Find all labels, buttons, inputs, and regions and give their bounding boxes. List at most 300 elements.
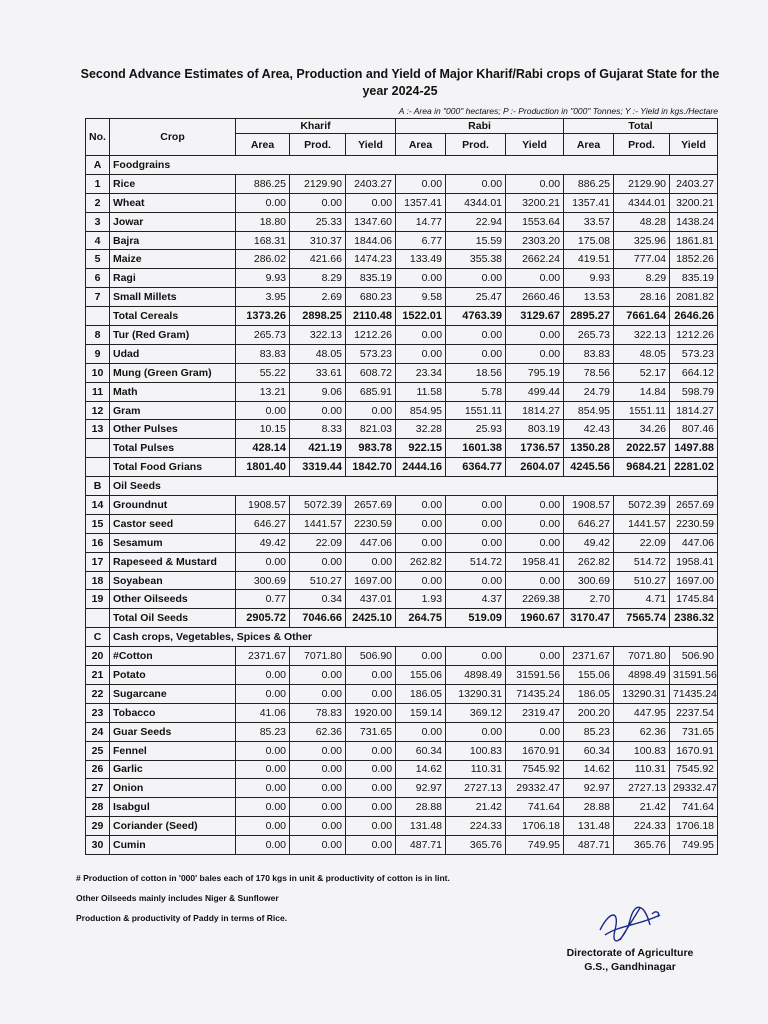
crop-name: Sugarcane (110, 684, 236, 703)
cell-rabi-yield: 2269.38 (506, 590, 564, 609)
cell-kharif-area: 2905.72 (236, 609, 290, 628)
cell-total-prod: 21.42 (614, 798, 670, 817)
table-row (86, 288, 718, 307)
cell-kharif-prod: 0.00 (290, 552, 346, 571)
table-row (86, 779, 718, 798)
col-header-crop: Crop (110, 119, 236, 156)
cell-rabi-yield: 2319.47 (506, 703, 564, 722)
cell-kharif-prod: 5072.39 (290, 496, 346, 515)
crop-estimates-table (85, 118, 718, 855)
total-row (86, 307, 718, 326)
cell-rabi-area: 0.00 (396, 571, 446, 590)
table-row (86, 326, 718, 345)
cell-rabi-prod: 514.72 (446, 552, 506, 571)
cell-kharif-yield: 1212.26 (346, 326, 396, 345)
crop-name: Tobacco (110, 703, 236, 722)
crop-name: Ragi (110, 269, 236, 288)
cell-kharif-prod: 7046.66 (290, 609, 346, 628)
cell-total-area: 28.88 (564, 798, 614, 817)
cell-total-prod: 13290.31 (614, 684, 670, 703)
cell-kharif-yield: 2403.27 (346, 174, 396, 193)
cell-total-prod: 7565.74 (614, 609, 670, 628)
table-row (86, 231, 718, 250)
cell-total-yield: 2403.27 (670, 174, 718, 193)
cell-rabi-yield: 2303.20 (506, 231, 564, 250)
cell-total-yield: 2081.82 (670, 288, 718, 307)
row-number: 3 (86, 212, 110, 231)
row-number: 28 (86, 798, 110, 817)
cell-rabi-area: 131.48 (396, 817, 446, 836)
cell-kharif-prod: 2898.25 (290, 307, 346, 326)
row-number (86, 439, 110, 458)
cell-rabi-prod: 25.93 (446, 420, 506, 439)
cell-rabi-prod: 4344.01 (446, 193, 506, 212)
cell-total-prod: 510.27 (614, 571, 670, 590)
cell-rabi-prod: 2727.13 (446, 779, 506, 798)
cell-total-yield: 1706.18 (670, 817, 718, 836)
row-number: 1 (86, 174, 110, 193)
cell-kharif-yield: 0.00 (346, 836, 396, 855)
cell-kharif-yield: 983.78 (346, 439, 396, 458)
cell-rabi-prod: 0.00 (446, 174, 506, 193)
row-number: 6 (86, 269, 110, 288)
cell-total-area: 1357.41 (564, 193, 614, 212)
cell-rabi-yield: 1670.91 (506, 741, 564, 760)
crop-name: Bajra (110, 231, 236, 250)
cell-rabi-yield: 2604.07 (506, 458, 564, 477)
table-row (86, 250, 718, 269)
cell-kharif-area: 9.93 (236, 269, 290, 288)
cell-kharif-prod: 0.00 (290, 760, 346, 779)
cell-rabi-area: 23.34 (396, 363, 446, 382)
cell-kharif-area: 85.23 (236, 722, 290, 741)
table-row (86, 552, 718, 571)
cell-rabi-yield: 1736.57 (506, 439, 564, 458)
cell-total-yield: 1438.24 (670, 212, 718, 231)
col-header-rabi: Rabi (396, 119, 564, 134)
cell-total-yield: 1497.88 (670, 439, 718, 458)
document-title: Second Advance Estimates of Area, Production and Yield of Major Kharif/Rabi crops of Gujarat State for the year 2024-25 (80, 67, 720, 98)
cell-kharif-area: 646.27 (236, 514, 290, 533)
table-row (86, 496, 718, 515)
table-row (86, 533, 718, 552)
row-number: C (86, 628, 110, 647)
cell-rabi-area: 2444.16 (396, 458, 446, 477)
cell-rabi-yield: 803.19 (506, 420, 564, 439)
cell-kharif-area: 265.73 (236, 326, 290, 345)
cell-rabi-prod: 0.00 (446, 533, 506, 552)
cell-kharif-area: 2371.67 (236, 647, 290, 666)
row-number: 14 (86, 496, 110, 515)
row-number: 19 (86, 590, 110, 609)
row-number (86, 458, 110, 477)
table-row (86, 741, 718, 760)
col-header-rabi-area: Area (396, 134, 446, 156)
cell-rabi-yield: 1553.64 (506, 212, 564, 231)
cell-total-prod: 62.36 (614, 722, 670, 741)
cell-total-prod: 14.84 (614, 382, 670, 401)
signature-mark (590, 900, 670, 950)
cell-kharif-area: 168.31 (236, 231, 290, 250)
table-row (86, 798, 718, 817)
cell-rabi-area: 92.97 (396, 779, 446, 798)
cell-total-area: 9.93 (564, 269, 614, 288)
cell-kharif-yield: 447.06 (346, 533, 396, 552)
total-row (86, 609, 718, 628)
table-row (86, 382, 718, 401)
crop-name: Onion (110, 779, 236, 798)
cell-total-area: 1350.28 (564, 439, 614, 458)
header-row-seasons (86, 119, 718, 134)
cell-rabi-yield: 3200.21 (506, 193, 564, 212)
cell-total-area: 24.79 (564, 382, 614, 401)
table-row (86, 420, 718, 439)
table-body (86, 156, 718, 855)
cell-total-prod: 224.33 (614, 817, 670, 836)
cell-rabi-area: 0.00 (396, 514, 446, 533)
cell-kharif-area: 286.02 (236, 250, 290, 269)
crop-name: Coriander (Seed) (110, 817, 236, 836)
cell-total-area: 2.70 (564, 590, 614, 609)
cell-kharif-area: 0.00 (236, 817, 290, 836)
cell-rabi-yield: 0.00 (506, 326, 564, 345)
crop-name: Cumin (110, 836, 236, 855)
cell-rabi-prod: 1601.38 (446, 439, 506, 458)
cell-rabi-yield: 3129.67 (506, 307, 564, 326)
table-row (86, 401, 718, 420)
cell-rabi-yield: 795.19 (506, 363, 564, 382)
row-number: 10 (86, 363, 110, 382)
issuing-office (560, 946, 700, 974)
cell-kharif-area: 41.06 (236, 703, 290, 722)
cell-total-area: 265.73 (564, 326, 614, 345)
cell-total-yield: 2230.59 (670, 514, 718, 533)
cell-rabi-yield: 71435.24 (506, 684, 564, 703)
cell-kharif-prod: 2.69 (290, 288, 346, 307)
cell-rabi-prod: 0.00 (446, 514, 506, 533)
cell-rabi-prod: 0.00 (446, 571, 506, 590)
cell-rabi-yield: 749.95 (506, 836, 564, 855)
cell-total-area: 78.56 (564, 363, 614, 382)
crop-name: Total Pulses (110, 439, 236, 458)
crop-name: Guar Seeds (110, 722, 236, 741)
cell-total-yield: 741.64 (670, 798, 718, 817)
cell-total-prod: 7661.64 (614, 307, 670, 326)
cell-rabi-area: 6.77 (396, 231, 446, 250)
cell-total-yield: 447.06 (670, 533, 718, 552)
cell-rabi-area: 155.06 (396, 666, 446, 685)
cell-total-prod: 22.09 (614, 533, 670, 552)
cell-total-prod: 2129.90 (614, 174, 670, 193)
row-number: 30 (86, 836, 110, 855)
cell-rabi-area: 922.15 (396, 439, 446, 458)
cell-kharif-area: 0.00 (236, 741, 290, 760)
cell-kharif-prod: 8.33 (290, 420, 346, 439)
section-row (86, 477, 718, 496)
crop-name: Mung (Green Gram) (110, 363, 236, 382)
cell-kharif-prod: 0.00 (290, 684, 346, 703)
cell-rabi-area: 0.00 (396, 326, 446, 345)
cell-total-area: 83.83 (564, 344, 614, 363)
cell-kharif-yield: 506.90 (346, 647, 396, 666)
cell-total-prod: 325.96 (614, 231, 670, 250)
col-header-total-area: Area (564, 134, 614, 156)
table-row (86, 817, 718, 836)
cell-kharif-yield: 0.00 (346, 401, 396, 420)
cell-kharif-area: 49.42 (236, 533, 290, 552)
cell-rabi-area: 159.14 (396, 703, 446, 722)
cell-rabi-area: 262.82 (396, 552, 446, 571)
cell-rabi-prod: 13290.31 (446, 684, 506, 703)
row-number: 21 (86, 666, 110, 685)
cell-rabi-yield: 1706.18 (506, 817, 564, 836)
cell-rabi-yield: 1960.67 (506, 609, 564, 628)
cell-kharif-area: 0.00 (236, 779, 290, 798)
row-number: 11 (86, 382, 110, 401)
cell-total-yield: 2281.02 (670, 458, 718, 477)
cell-total-area: 131.48 (564, 817, 614, 836)
cell-total-yield: 506.90 (670, 647, 718, 666)
cell-kharif-yield: 608.72 (346, 363, 396, 382)
cell-rabi-prod: 100.83 (446, 741, 506, 760)
cell-kharif-prod: 33.61 (290, 363, 346, 382)
cell-rabi-prod: 1551.11 (446, 401, 506, 420)
crop-name: Rice (110, 174, 236, 193)
row-number: 16 (86, 533, 110, 552)
cell-rabi-prod: 21.42 (446, 798, 506, 817)
cell-total-prod: 2727.13 (614, 779, 670, 798)
cell-total-area: 886.25 (564, 174, 614, 193)
cell-rabi-area: 1.93 (396, 590, 446, 609)
cell-total-prod: 1441.57 (614, 514, 670, 533)
cell-total-prod: 514.72 (614, 552, 670, 571)
table-row (86, 666, 718, 685)
row-number: 9 (86, 344, 110, 363)
cell-total-yield: 1814.27 (670, 401, 718, 420)
table-row (86, 344, 718, 363)
cell-kharif-prod: 1441.57 (290, 514, 346, 533)
cell-total-yield: 1212.26 (670, 326, 718, 345)
cell-kharif-yield: 1920.00 (346, 703, 396, 722)
cell-rabi-area: 1357.41 (396, 193, 446, 212)
cell-kharif-prod: 421.19 (290, 439, 346, 458)
cell-kharif-yield: 2230.59 (346, 514, 396, 533)
table-row (86, 836, 718, 855)
cell-kharif-area: 3.95 (236, 288, 290, 307)
cell-rabi-area: 1522.01 (396, 307, 446, 326)
cell-kharif-area: 0.00 (236, 836, 290, 855)
cell-rabi-yield: 2660.46 (506, 288, 564, 307)
cell-total-yield: 3200.21 (670, 193, 718, 212)
crop-name: Gram (110, 401, 236, 420)
cell-rabi-yield: 29332.47 (506, 779, 564, 798)
cell-rabi-yield: 0.00 (506, 571, 564, 590)
cell-rabi-yield: 741.64 (506, 798, 564, 817)
cell-kharif-yield: 573.23 (346, 344, 396, 363)
cell-kharif-prod: 421.66 (290, 250, 346, 269)
cell-kharif-area: 18.80 (236, 212, 290, 231)
table-row (86, 722, 718, 741)
cell-rabi-prod: 4763.39 (446, 307, 506, 326)
section-label: Foodgrains (110, 156, 718, 175)
cell-rabi-yield: 1958.41 (506, 552, 564, 571)
cell-kharif-area: 55.22 (236, 363, 290, 382)
cell-total-area: 3170.47 (564, 609, 614, 628)
cell-kharif-prod: 510.27 (290, 571, 346, 590)
cell-kharif-prod: 322.13 (290, 326, 346, 345)
crop-name: Math (110, 382, 236, 401)
row-number: A (86, 156, 110, 175)
crop-name: Sesamum (110, 533, 236, 552)
row-number: 13 (86, 420, 110, 439)
cell-rabi-area: 0.00 (396, 174, 446, 193)
cell-kharif-yield: 2110.48 (346, 307, 396, 326)
cell-rabi-prod: 365.76 (446, 836, 506, 855)
cell-total-area: 419.51 (564, 250, 614, 269)
crop-name: Other Oilseeds (110, 590, 236, 609)
footnote-paddy: Production & productivity of Paddy in terms of Rice. (76, 913, 288, 923)
cell-total-yield: 598.79 (670, 382, 718, 401)
cell-total-yield: 7545.92 (670, 760, 718, 779)
cell-kharif-area: 0.00 (236, 666, 290, 685)
col-header-total: Total (564, 119, 718, 134)
cell-total-yield: 664.12 (670, 363, 718, 382)
cell-kharif-prod: 25.33 (290, 212, 346, 231)
row-number: 18 (86, 571, 110, 590)
row-number: 4 (86, 231, 110, 250)
row-number: 7 (86, 288, 110, 307)
crop-name: Garlic (110, 760, 236, 779)
row-number: 12 (86, 401, 110, 420)
cell-rabi-yield: 499.44 (506, 382, 564, 401)
office-location: G.S., Gandhinagar (584, 961, 676, 973)
cell-kharif-prod: 0.00 (290, 836, 346, 855)
cell-total-area: 60.34 (564, 741, 614, 760)
cell-kharif-yield: 437.01 (346, 590, 396, 609)
crop-name: Jowar (110, 212, 236, 231)
cell-rabi-prod: 0.00 (446, 647, 506, 666)
cell-kharif-area: 0.00 (236, 552, 290, 571)
total-row (86, 439, 718, 458)
crop-name: Isabgul (110, 798, 236, 817)
col-header-kharif: Kharif (236, 119, 396, 134)
table-row (86, 590, 718, 609)
cell-kharif-yield: 685.91 (346, 382, 396, 401)
cell-kharif-yield: 0.00 (346, 817, 396, 836)
cell-kharif-yield: 1844.06 (346, 231, 396, 250)
cell-kharif-area: 1373.26 (236, 307, 290, 326)
cell-total-area: 200.20 (564, 703, 614, 722)
cell-total-prod: 4898.49 (614, 666, 670, 685)
cell-kharif-area: 0.00 (236, 193, 290, 212)
crop-name: Tur (Red Gram) (110, 326, 236, 345)
crop-name: Soyabean (110, 571, 236, 590)
cell-total-yield: 2646.26 (670, 307, 718, 326)
crop-name: Udad (110, 344, 236, 363)
table-row (86, 760, 718, 779)
cell-total-yield: 1697.00 (670, 571, 718, 590)
cell-rabi-yield: 31591.56 (506, 666, 564, 685)
col-header-total-prod: Prod. (614, 134, 670, 156)
cell-total-prod: 34.26 (614, 420, 670, 439)
row-number: 20 (86, 647, 110, 666)
cell-rabi-area: 487.71 (396, 836, 446, 855)
cell-total-area: 854.95 (564, 401, 614, 420)
cell-kharif-prod: 0.00 (290, 741, 346, 760)
cell-total-area: 186.05 (564, 684, 614, 703)
cell-kharif-area: 0.00 (236, 684, 290, 703)
cell-kharif-yield: 835.19 (346, 269, 396, 288)
cell-rabi-prod: 519.09 (446, 609, 506, 628)
cell-rabi-area: 11.58 (396, 382, 446, 401)
cell-rabi-area: 0.00 (396, 344, 446, 363)
cell-kharif-yield: 0.00 (346, 666, 396, 685)
cell-total-prod: 4.71 (614, 590, 670, 609)
cell-rabi-prod: 6364.77 (446, 458, 506, 477)
col-header-rabi-prod: Prod. (446, 134, 506, 156)
cell-kharif-prod: 62.36 (290, 722, 346, 741)
table-row (86, 212, 718, 231)
cell-total-yield: 2237.54 (670, 703, 718, 722)
cell-kharif-area: 83.83 (236, 344, 290, 363)
row-number: B (86, 477, 110, 496)
cell-kharif-yield: 1697.00 (346, 571, 396, 590)
cell-rabi-prod: 18.56 (446, 363, 506, 382)
col-header-total-yield: Yield (670, 134, 718, 156)
row-number: 17 (86, 552, 110, 571)
cell-kharif-yield: 1842.70 (346, 458, 396, 477)
cell-total-area: 42.43 (564, 420, 614, 439)
cell-rabi-yield: 0.00 (506, 722, 564, 741)
cell-kharif-yield: 2425.10 (346, 609, 396, 628)
cell-total-prod: 100.83 (614, 741, 670, 760)
cell-rabi-area: 14.77 (396, 212, 446, 231)
cell-rabi-yield: 0.00 (506, 514, 564, 533)
cell-kharif-prod: 0.34 (290, 590, 346, 609)
section-row (86, 628, 718, 647)
crop-name: Groundnut (110, 496, 236, 515)
cell-kharif-prod: 0.00 (290, 193, 346, 212)
crop-name: Potato (110, 666, 236, 685)
cell-total-prod: 9684.21 (614, 458, 670, 477)
row-number: 27 (86, 779, 110, 798)
cell-kharif-prod: 9.06 (290, 382, 346, 401)
cell-total-area: 14.62 (564, 760, 614, 779)
section-label: Cash crops, Vegetables, Spices & Other (110, 628, 718, 647)
footnote-oilseeds: Other Oilseeds mainly includes Niger & Sunflower (76, 893, 279, 903)
cell-kharif-prod: 78.83 (290, 703, 346, 722)
cell-total-area: 33.57 (564, 212, 614, 231)
crop-name: Total Food Grians (110, 458, 236, 477)
cell-kharif-area: 0.00 (236, 798, 290, 817)
cell-kharif-prod: 48.05 (290, 344, 346, 363)
cell-total-area: 487.71 (564, 836, 614, 855)
cell-rabi-prod: 0.00 (446, 344, 506, 363)
cell-rabi-prod: 15.59 (446, 231, 506, 250)
cell-rabi-area: 133.49 (396, 250, 446, 269)
cell-kharif-prod: 8.29 (290, 269, 346, 288)
cell-total-prod: 5072.39 (614, 496, 670, 515)
cell-kharif-area: 10.15 (236, 420, 290, 439)
cell-total-yield: 2657.69 (670, 496, 718, 515)
row-number (86, 307, 110, 326)
cell-kharif-prod: 2129.90 (290, 174, 346, 193)
cell-kharif-yield: 1347.60 (346, 212, 396, 231)
cell-total-area: 175.08 (564, 231, 614, 250)
cell-total-prod: 447.95 (614, 703, 670, 722)
cell-rabi-prod: 369.12 (446, 703, 506, 722)
cell-kharif-prod: 22.09 (290, 533, 346, 552)
